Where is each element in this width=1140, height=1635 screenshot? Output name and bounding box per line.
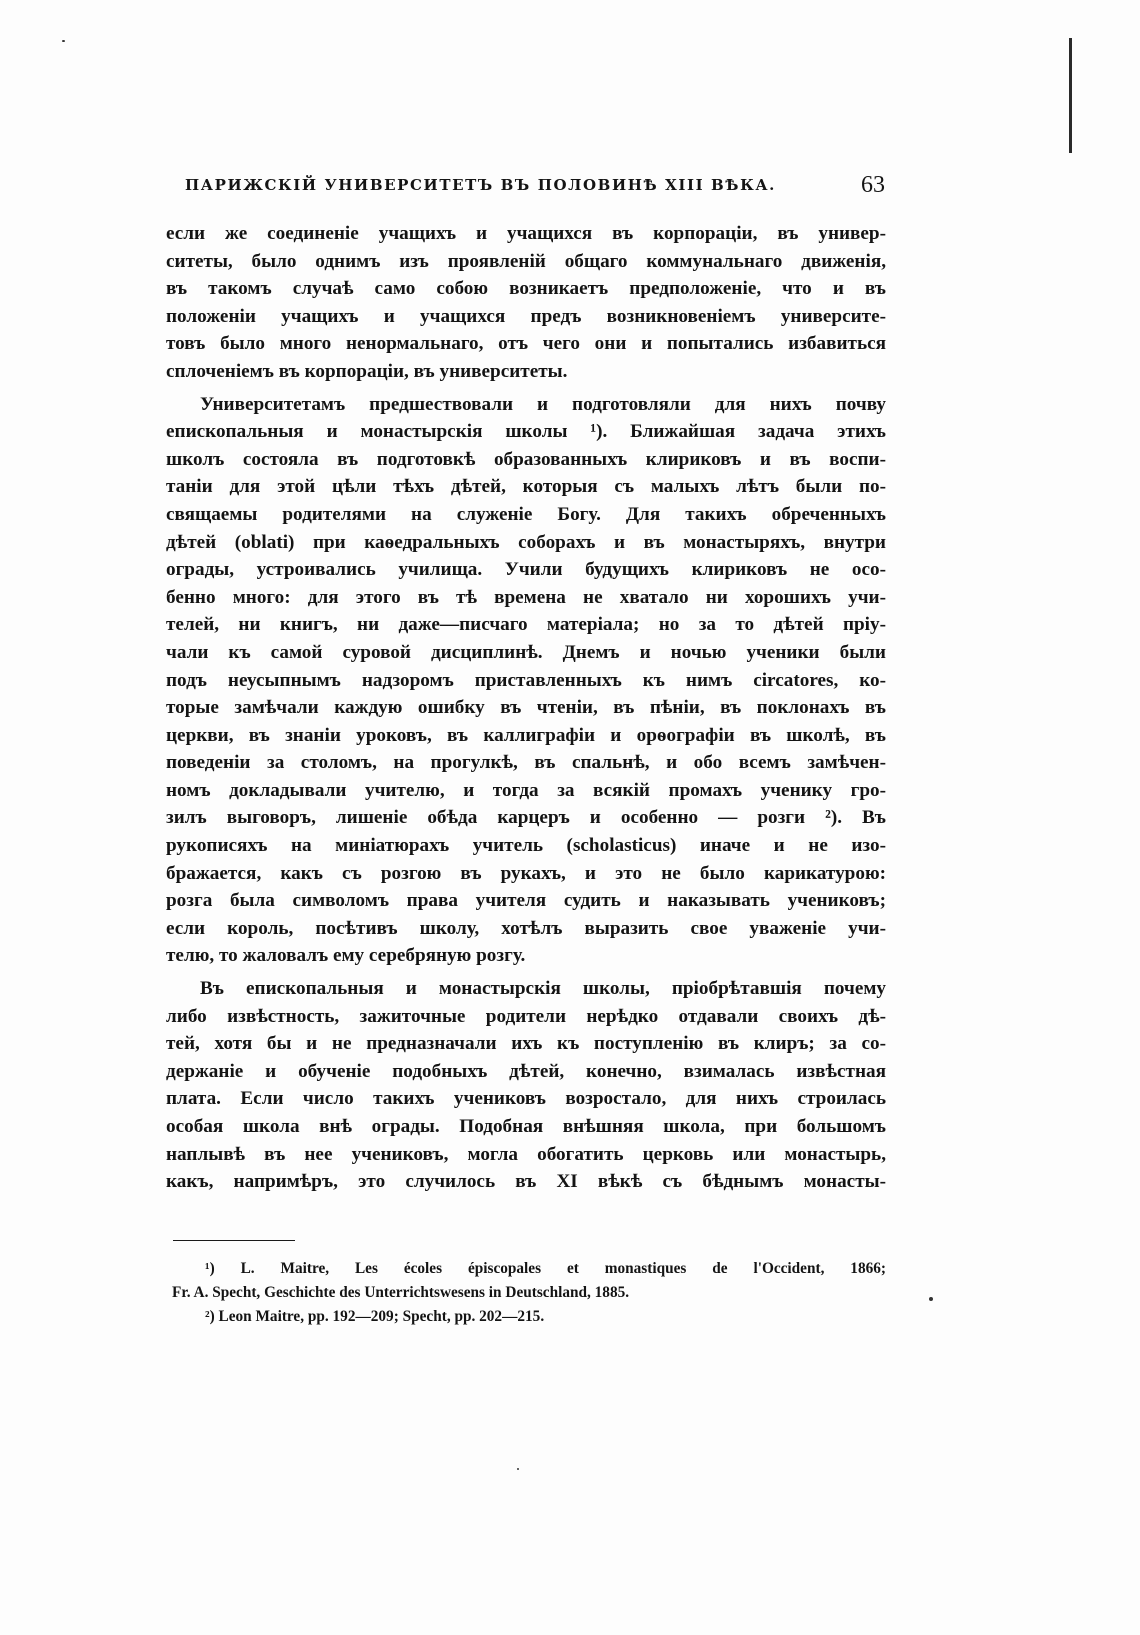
text-line: товъ было много ненормальнаго, отъ чего они и попытались избавиться xyxy=(166,333,886,355)
text-line: Въ епископальныя и монастырскія школы, пріобрѣтавшія почему xyxy=(200,978,886,1000)
text-line: тей, хотя бы и не предназначали ихъ къ поступленію въ клиръ; за со- xyxy=(166,1033,886,1055)
text-line: церкви, въ знаніи уроковъ, въ каллиграфіи и орѳографіи въ школѣ, въ xyxy=(166,724,886,746)
text-line: епископальныя и монастырскія школы ¹). Ближайшая задача этихъ xyxy=(166,421,886,443)
scan-speck xyxy=(929,1297,933,1301)
text-line: наплывѣ въ нее учениковъ, могла обогатить церковь или монастырь, xyxy=(166,1143,886,1165)
text-line: ограды, устроивались училища. Учили будущихъ клириковъ не осо- xyxy=(166,559,886,581)
text-line: бражается, какъ съ розгою въ рукахъ, и это не было карикатурою: xyxy=(166,862,886,884)
footnote-line: ¹) L. Maitre, Les écoles épiscopales et monastiques de l'Occident, 1866; xyxy=(205,1260,886,1277)
text-line: Университетамъ предшествовали и подготовляли для нихъ почву xyxy=(200,393,886,415)
scan-speck xyxy=(517,1468,519,1470)
text-line: зилъ выговоръ, лишеніе обѣда карцеръ и особенно — розги ²). Въ xyxy=(166,807,886,829)
text-line: держаніе и обученіе подобныхъ дѣтей, конечно, взималась извѣстная xyxy=(166,1060,886,1082)
text-line: поведеніи за столомъ, на прогулкѣ, въ спальнѣ, и обо всемъ замѣчен- xyxy=(166,752,886,774)
text-line: либо извѣстность, зажиточные родители нерѣдко отдавали своихъ дѣ- xyxy=(166,1005,886,1027)
running-head: ПАРИЖСКІЙ УНИВЕРСИТЕТЪ ВЪ ПОЛОВИНѢ XIII ВѢКА. xyxy=(185,176,776,194)
body-text xyxy=(166,220,886,1196)
footnote-line: Fr. A. Specht, Geschichte des Unterrichtswesens in Deutschland, 1885. xyxy=(172,1284,630,1301)
text-line: телей, ни книгъ, ни даже—писчаго матеріала; но за то дѣтей пріу- xyxy=(166,614,886,636)
text-line: если король, посѣтивъ школу, хотѣлъ выразить свое уваженіе учи- xyxy=(166,917,886,939)
footnote-divider xyxy=(173,1240,295,1241)
text-line: плата. Если число такихъ учениковъ возростало, для нихъ строилась xyxy=(166,1088,886,1110)
scan-speck xyxy=(62,40,65,42)
text-line: торые замѣчали каждую ошибку въ чтеніи, въ пѣніи, въ поклонахъ въ xyxy=(166,697,886,719)
footnote-line: ²) Leon Maitre, pp. 192—209; Specht, pp. 202—215. xyxy=(205,1308,545,1325)
text-line: подъ неусыпнымъ надзоромъ приставленныхъ къ нимъ circatores, ко- xyxy=(166,669,886,691)
text-line: таніи для этой цѣли тѣхъ дѣтей, которыя съ малыхъ лѣтъ были по- xyxy=(166,476,886,498)
text-line: какъ, напримѣръ, это случилось въ XI вѣкѣ съ бѣднымъ монасты- xyxy=(166,1171,886,1193)
footnotes xyxy=(172,1257,886,1329)
text-line: рукописяхъ на миніатюрахъ учитель (scholasticus) иначе и не изо- xyxy=(166,835,886,857)
text-line: розга была символомъ права учителя судить и наказывать учениковъ; xyxy=(166,890,886,912)
text-line: ситеты, было однимъ изъ проявленій общаго коммунальнаго движенія, xyxy=(166,250,886,272)
text-line: свящаемы родителями на служеніе Богу. Для такихъ обреченныхъ xyxy=(166,503,886,525)
text-line: положеніи учащихъ и учащихся предъ возникновеніемъ университе- xyxy=(166,305,886,327)
text-line: сплоченіемъ въ корпораціи, въ университеты. xyxy=(166,360,568,382)
text-line: бенно много: для этого въ тѣ времена не хватало ни хорошихъ учи- xyxy=(166,586,886,608)
text-line: номъ докладывали учителю, и тогда за всякій промахъ ученику гро- xyxy=(166,779,886,801)
scan-edge-mark xyxy=(1069,38,1072,153)
text-line: дѣтей (oblati) при каѳедральныхъ соборахъ и въ монастыряхъ, внутри xyxy=(166,531,886,553)
text-line: если же соединеніе учащихъ и учащихся въ корпораціи, въ универ- xyxy=(166,223,886,244)
text-line: особая школа внѣ ограды. Подобная внѣшняя школа, при большомъ xyxy=(166,1116,886,1137)
page-header xyxy=(185,172,885,202)
text-line: телю, то жаловалъ ему серебряную розгу. xyxy=(166,945,526,967)
text-line: въ такомъ случаѣ само собою возникаетъ предположеніе, что и въ xyxy=(166,278,886,300)
page-number: 63 xyxy=(861,172,885,198)
text-line: школъ состояла въ подготовкѣ образованныхъ клириковъ и въ воспи- xyxy=(166,448,886,470)
text-line: чали къ самой суровой дисциплинѣ. Днемъ и ночью ученики были xyxy=(166,641,886,663)
